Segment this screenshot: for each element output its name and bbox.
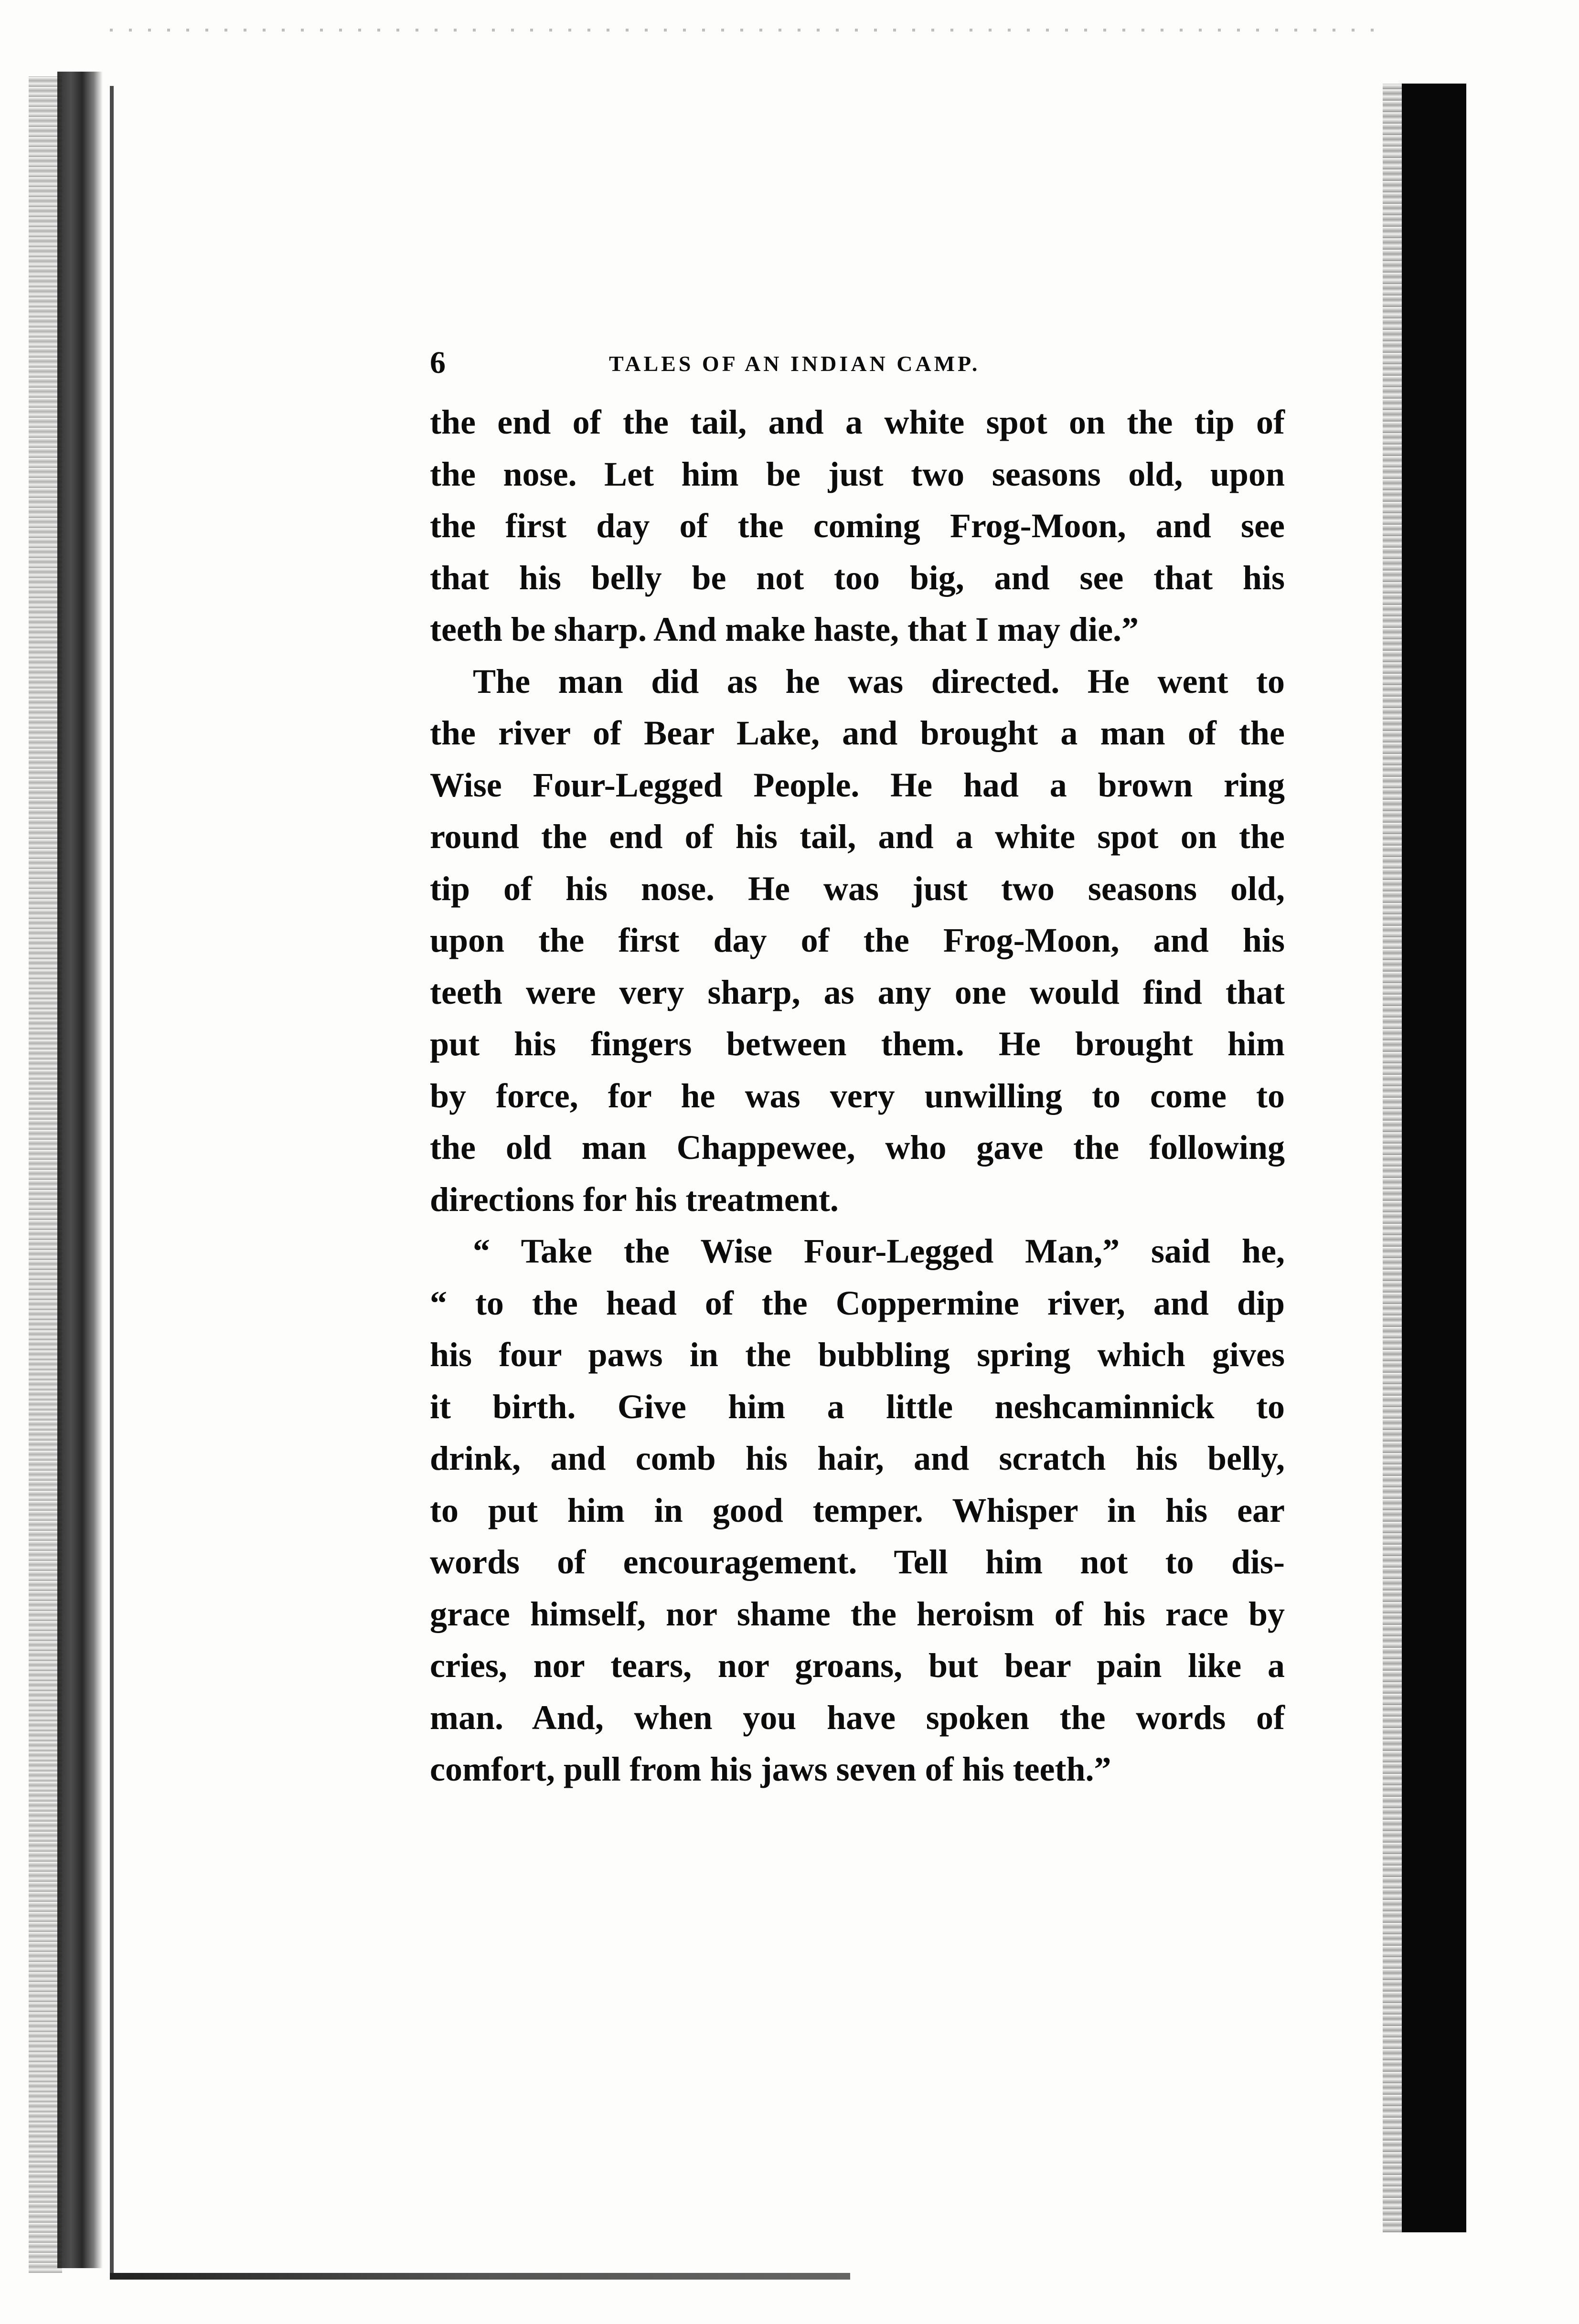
page-content bbox=[430, 344, 1285, 1795]
text-line: drink, and comb his hair, and scratch his belly, bbox=[430, 1439, 1285, 1477]
text-line: directions for his treatment. bbox=[430, 1180, 839, 1219]
scan-edge-right-bar bbox=[1402, 84, 1466, 2232]
text-line: comfort, pull from his jaws seven of his teeth.” bbox=[430, 1750, 1111, 1788]
text-line: upon the first day of the Frog-Moon, and his bbox=[430, 921, 1285, 959]
text-line: grace himself, nor shame the heroism of his race by bbox=[430, 1594, 1285, 1633]
text-line: teeth be sharp. And make haste, that I may die.” bbox=[430, 610, 1139, 648]
text-line: by force, for he was very unwilling to come to bbox=[430, 1076, 1285, 1115]
text-line: to put him in good temper. Whisper in his ear bbox=[430, 1491, 1285, 1529]
scan-binding-edge bbox=[57, 72, 103, 2268]
text-line: teeth were very sharp, as any one would find that bbox=[430, 973, 1285, 1011]
text-line: cries, nor tears, nor groans, but bear pain like a bbox=[430, 1646, 1285, 1685]
text-line: the river of Bear Lake, and brought a man of the bbox=[430, 714, 1285, 752]
text-line: man. And, when you have spoken the words of bbox=[430, 1698, 1285, 1737]
text-line: “ Take the Wise Four-Legged Man,” said he, bbox=[473, 1232, 1285, 1270]
text-line: Wise Four-Legged People. He had a brown ring bbox=[430, 765, 1285, 804]
text-line: The man did as he was directed. He went to bbox=[473, 662, 1285, 700]
text-line: the nose. Let him be just two seasons old, upon bbox=[430, 455, 1285, 493]
text-line: that his belly be not too big, and see that his bbox=[430, 558, 1285, 597]
text-line: his four paws in the bubbling spring which gives bbox=[430, 1336, 1285, 1374]
scan-binding-line bbox=[110, 86, 114, 2273]
text-line: put his fingers between them. He brought him bbox=[430, 1025, 1285, 1063]
running-head bbox=[430, 344, 1285, 396]
text-line: “ to the head of the Coppermine river, and dip bbox=[430, 1284, 1285, 1322]
text-line: the end of the tail, and a white spot on the tip of bbox=[430, 403, 1285, 441]
text-line: the first day of the coming Frog-Moon, and see bbox=[430, 507, 1285, 545]
text-line: words of encouragement. Tell him not to dis- bbox=[430, 1543, 1285, 1581]
text-line: tip of his nose. He was just two seasons old, bbox=[430, 869, 1285, 908]
page-number: 6 bbox=[430, 345, 446, 380]
scan-edge-top bbox=[110, 29, 1376, 32]
scan-edge-bottom bbox=[110, 2273, 850, 2280]
body-text bbox=[430, 396, 1285, 1795]
text-line: the old man Chappewee, who gave the following bbox=[430, 1128, 1285, 1167]
scan-edge-right-speckle bbox=[1383, 84, 1404, 2232]
text-line: round the end of his tail, and a white spot on the bbox=[430, 817, 1285, 856]
running-title: TALES OF AN INDIAN CAMP. bbox=[609, 351, 981, 376]
text-line: it birth. Give him a little neshcaminnick to bbox=[430, 1387, 1285, 1426]
